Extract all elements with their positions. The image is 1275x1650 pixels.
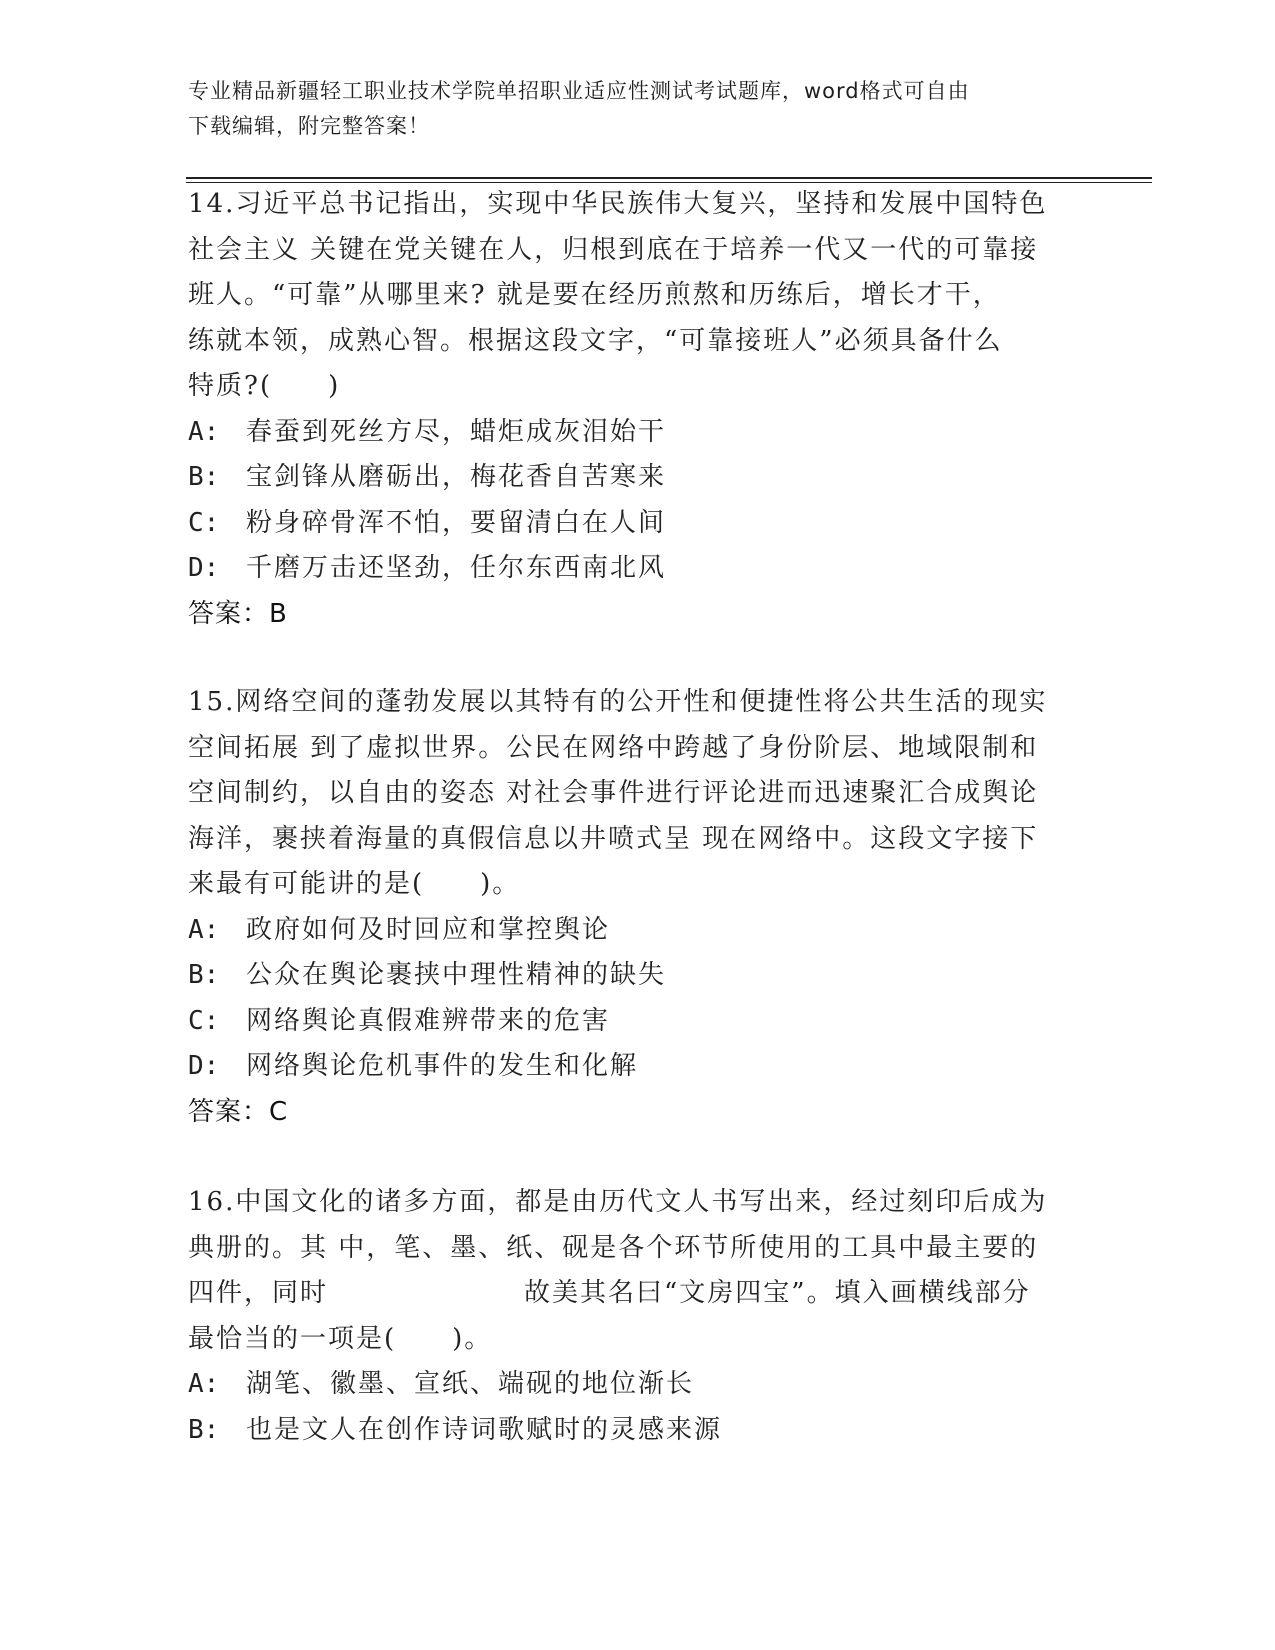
option-d xyxy=(188,1044,1088,1090)
option-text: 网络舆论危机事件的发生和化解 xyxy=(246,1051,639,1081)
option-text: 也是文人在创作诗词歌赋时的灵感来源 xyxy=(246,1414,723,1445)
stem-line: 14.习近平总书记指出，实现中华民族伟大复兴，坚持和发展中国特色 xyxy=(188,189,1048,219)
option-b xyxy=(188,953,1088,999)
option-text: 粉身碎骨浑不怕，要留清白在人间 xyxy=(246,507,667,538)
option-text: 网络舆论真假难辨带来的危害 xyxy=(246,1005,611,1036)
option-d xyxy=(188,546,1088,592)
option-letter: B: xyxy=(188,1414,220,1445)
question-stem xyxy=(188,182,1088,410)
option-letter: C: xyxy=(188,507,220,538)
option-letter: A: xyxy=(188,1369,220,1399)
question-14 xyxy=(188,182,1088,637)
option-letter: D: xyxy=(188,1051,220,1081)
question-stem xyxy=(188,1180,1088,1362)
header-line-2: 下载编辑，附完整答案！ xyxy=(188,114,430,138)
option-letter: B: xyxy=(188,960,220,990)
option-letter: B: xyxy=(188,462,220,492)
question-16 xyxy=(188,1180,1088,1453)
option-a xyxy=(188,410,1088,456)
option-text: 千磨万击还坚劲，任尔东西南北风 xyxy=(246,553,667,583)
option-letter: A: xyxy=(188,914,220,945)
option-text: 春蚕到死丝方尽，蜡炬成灰泪始干 xyxy=(246,416,667,447)
question-stem xyxy=(188,680,1088,908)
stem-line: 15.网络空间的蓬勃发展以其特有的公开性和便捷性将公共生活的现实 xyxy=(188,687,1048,717)
option-c xyxy=(188,999,1088,1045)
stem-line: 班人。“可靠”从哪里来? 就是要在经历煎熬和历练后，增长才干， xyxy=(188,280,1001,310)
option-a xyxy=(188,908,1088,954)
stem-line: 社会主义 关键在党关键在人，归根到底在于培养一代又一代的可靠接 xyxy=(188,234,1039,265)
option-text: 宝剑锋从磨砺出，梅花香自苦寒来 xyxy=(246,462,667,492)
option-letter: D: xyxy=(188,553,220,583)
question-15 xyxy=(188,680,1088,1135)
option-b xyxy=(188,1408,1088,1454)
document-header xyxy=(188,74,1068,144)
option-letter: A: xyxy=(188,416,220,447)
stem-line: 典册的。其 中，笔、墨、纸、砚是各个环节所使用的工具中最主要的 xyxy=(188,1232,1039,1263)
answer-label: 答案：C xyxy=(188,1096,289,1127)
option-a xyxy=(188,1362,1088,1408)
header-divider-thick xyxy=(186,177,1152,179)
stem-line: 海洋，裹挟着海量的真假信息以井喷式呈 现在网络中。这段文字接下 xyxy=(188,823,1039,854)
stem-line: 空间制约，以自由的姿态 对社会事件进行评论进而迅速聚汇合成舆论 xyxy=(188,778,1039,808)
stem-line: 空间拓展 到了虚拟世界。公民在网络中跨越了身份阶层、地域限制和 xyxy=(188,732,1039,763)
stem-line: 最恰当的一项是( )。 xyxy=(188,1323,493,1354)
option-text: 公众在舆论裹挟中理性精神的缺失 xyxy=(246,960,667,990)
option-b xyxy=(188,455,1088,501)
header-line-1: 专业精品新疆轻工职业技术学院单招职业适应性测试考试题库，word格式可自由 xyxy=(188,79,970,103)
option-text: 政府如何及时回应和掌控舆论 xyxy=(246,914,611,945)
option-text: 湖笔、徽墨、宣纸、端砚的地位渐长 xyxy=(246,1369,695,1399)
stem-line: 四件，同时 故美其名曰“文房四宝”。填入画横线部分 xyxy=(188,1278,1031,1308)
stem-line: 16.中国文化的诸多方面，都是由历代文人书写出来，经过刻印后成为 xyxy=(188,1187,1048,1217)
option-letter: C: xyxy=(188,1005,220,1036)
stem-line: 来最有可能讲的是( )。 xyxy=(188,869,521,899)
stem-line: 练就本领，成熟心智。根据这段文字，“可靠接班人”必须具备什么 xyxy=(188,325,1003,356)
stem-line: 特质?( ) xyxy=(188,371,341,401)
option-c xyxy=(188,501,1088,547)
answer-label: 答案：B xyxy=(188,598,288,629)
